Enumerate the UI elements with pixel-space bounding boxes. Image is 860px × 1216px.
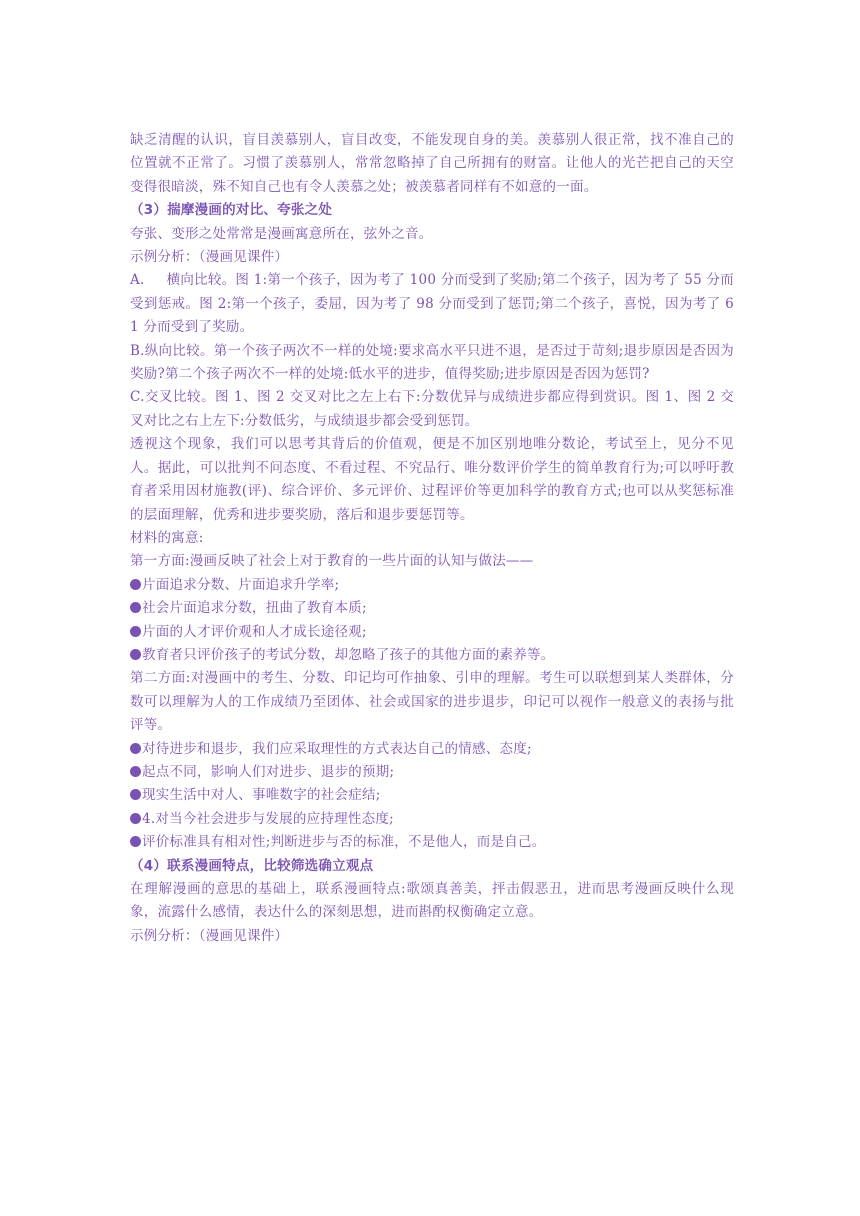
bullet-item: 对待进步和退步，我们应采取理性的方式表达自己的情感、态度; [130,738,734,761]
paragraph-exaggeration: 夸张、变形之处常常是漫画寓意所在，弦外之音。 [130,225,433,242]
bullet-item: 现实生活中对人、事唯数字的社会症结; [130,784,734,807]
bullet-item: 片面追求分数、片面追求升学率; [130,574,734,597]
example-label-1: 示例分析：（漫画见课件） [130,249,289,266]
item-a-text: 横向比较。图 1:第一个孩子，因为考了 100 分而受到了奖励;第二个孩子，因为考了 55 分而受到惩戒。图 2:第一个孩子，委屈，因为考了 98 分而受到了惩罚;第二个孩子，喜悦，因为考了 61 分而受到了奖励。 [130,272,734,336]
material-title: 材料的寓意: [130,529,204,546]
example-label-2: 示例分析：（漫画见课件） [130,927,289,944]
bullet-item: 4.对当今社会进步与发展的应持理性态度; [130,808,734,831]
bullet-dot-icon [130,789,141,800]
item-b: B.纵向比较。第一个孩子两次不一样的处境:要求高水平只进不退，是否过于苛刻;退步原因是否因为奖励?第二个孩子两次不一样的处境:低水平的进步，值得奖励;进步原因是否因为惩罚? [130,342,734,383]
bullet-dot-icon [130,579,141,590]
item-a [130,269,734,339]
bullet-dot-icon [130,766,141,777]
bullet-dot-icon [130,743,141,754]
bullet-item: 片面的人才评价观和人才成长途径观; [130,621,734,644]
bullet-item: 起点不同，影响人们对进步、退步的预期; [130,761,734,784]
paragraph-perspective: 透视这个现象，我们可以思考其背后的价值观，便是不加区别地唯分数论，考试至上，见分不见人。据此，可以批判不问态度、不看过程、不究品行、唯分数评价学生的简单教育行为;可以呼吁教育者采用因材施教(评)、综合评价、多元评价、过程评价等更加科学的教育方式;也可以从奖惩标准的层面理解，优秀和进步要奖励，落后和退步要惩罚等。 [130,436,734,523]
item-a-letter: A. [130,272,145,289]
bullet-item: 教育者只评价孩子的考试分数，却忽略了孩子的其他方面的素养等。 [130,644,734,667]
item-c: C.交叉比较。图 1、图 2 交叉对比之左上右下:分数优异与成绩进步都应得到赏识。图 1、图 2 交叉对比之右上左下:分数低劣，与成绩退步都会受到惩罚。 [130,389,734,429]
bullet-dot-icon [130,626,141,637]
bullet-dot-icon [130,836,141,847]
section-heading-3: （3）揣摩漫画的对比、夸张之处 [130,202,333,219]
document-body [130,129,734,948]
aspect-2: 第二方面:对漫画中的考生、分数、印记均可作抽象、引申的理解。考生可以联想到某人类群体，分数可以理解为人的工作成绩乃至团体、社会或国家的进步退步，印记可以视作一般意义的表扬与批评等。 [130,670,734,734]
bullet-dot-icon [130,649,141,660]
bullet-dot-icon [130,813,141,824]
bullet-item: 评价标准具有相对性;判断进步与否的标准，不是他人，而是自己。 [130,831,734,854]
section-heading-4: （4）联系漫画特点，比较筛选确立观点 [130,857,374,874]
bullet-dot-icon [130,602,141,613]
bullet-item: 社会片面追求分数，扭曲了教育本质; [130,597,734,620]
aspect-1: 第一方面:漫画反映了社会上对于教育的一些片面的认知与做法—— [130,553,534,570]
paragraph-features: 在理解漫画的意思的基础上，联系漫画特点:歌颂真善美，抨击假恶丑，进而思考漫画反映什么现象，流露什么感情，表达什么的深刻思想，进而斟酌权衡确定立意。 [130,881,734,921]
paragraph-envy: 缺乏清醒的认识，盲目羡慕别人，盲目改变，不能发现自身的美。羡慕别人很正常，找不准自己的位置就不正常了。习惯了羡慕别人，常常忽略掉了自己所拥有的财富。让他人的光芒把自己的天空变得很暗淡，殊不知自己也有令人羡慕之处；被羡慕者同样有不如意的一面。 [130,132,734,195]
